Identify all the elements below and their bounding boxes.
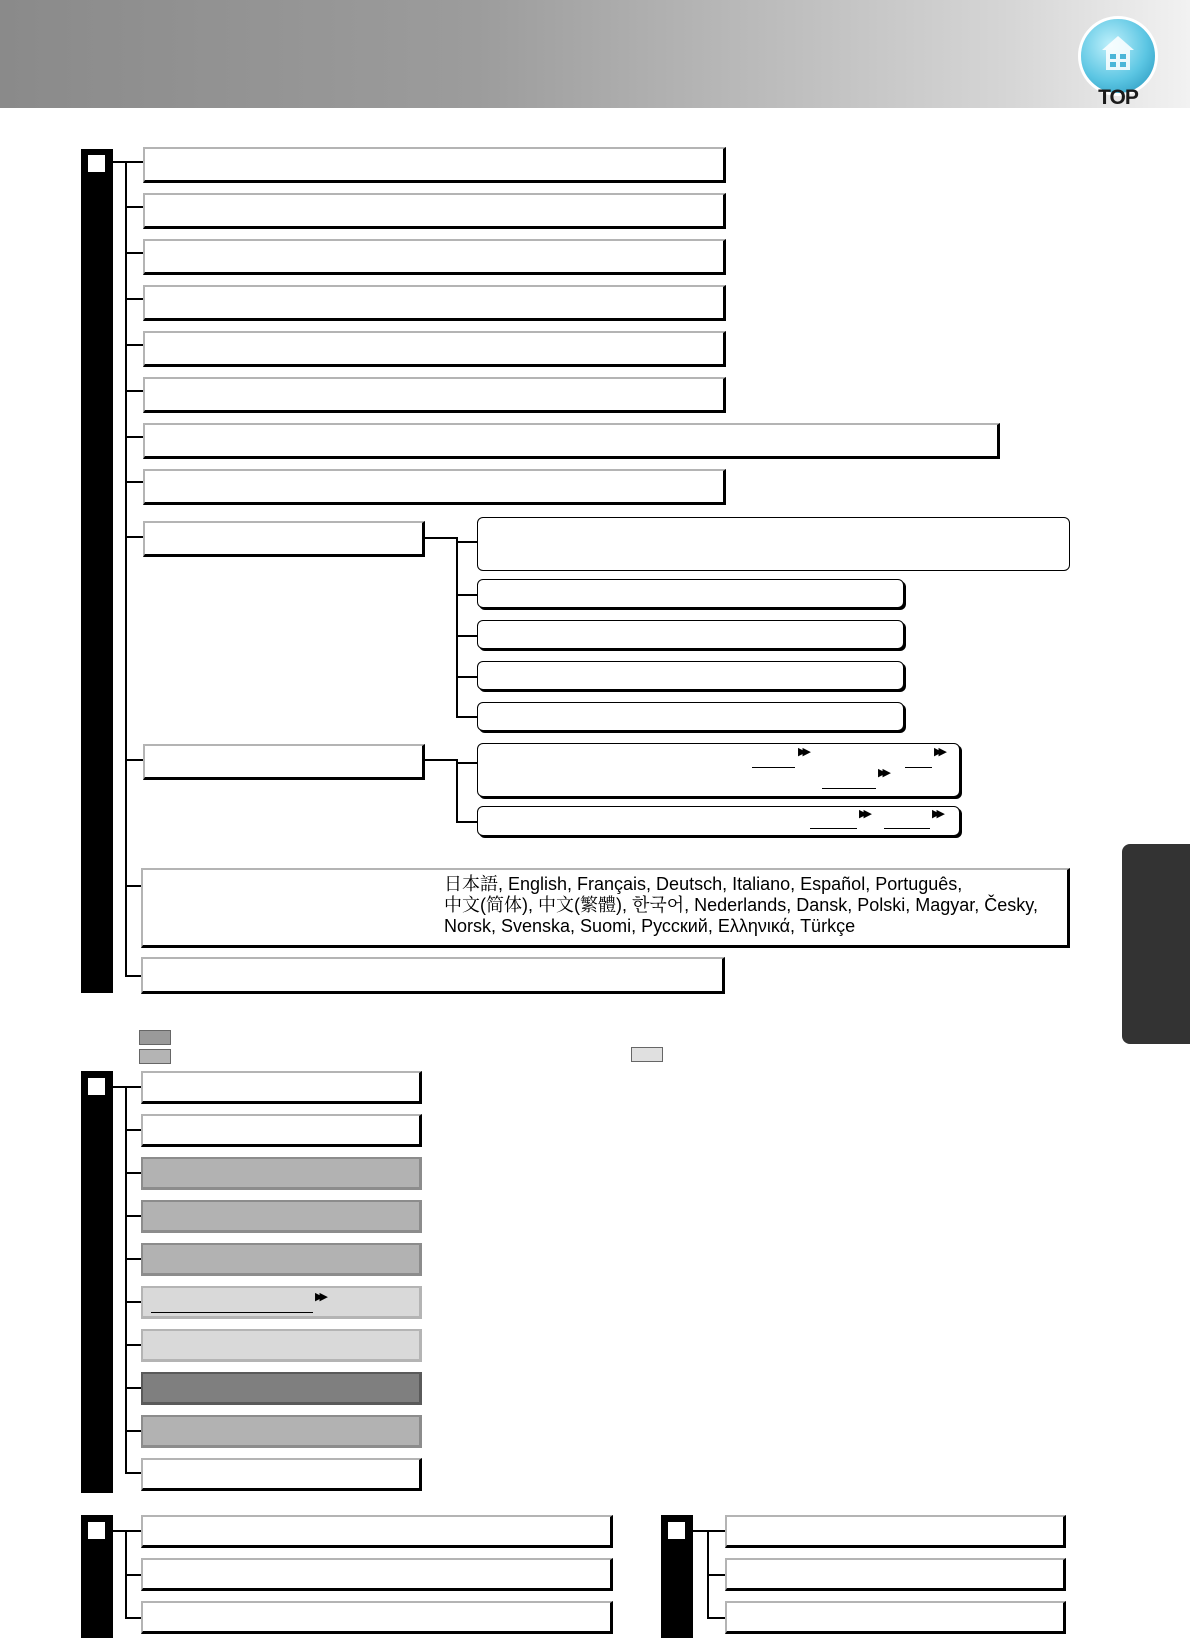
submenu-parent-item[interactable] bbox=[143, 521, 425, 557]
menu-category-marker bbox=[668, 1522, 685, 1539]
legend-swatch-mid bbox=[139, 1049, 171, 1064]
tree-branch-line bbox=[125, 759, 143, 761]
link-underline bbox=[151, 1312, 313, 1313]
menu-category-bar bbox=[81, 1071, 113, 1493]
menu-item[interactable] bbox=[141, 1071, 422, 1104]
submenu-option-box[interactable] bbox=[477, 517, 1070, 571]
tree-branch-line bbox=[707, 1574, 725, 1576]
menu-category-marker bbox=[88, 1522, 105, 1539]
top-label: TOP bbox=[1098, 86, 1138, 109]
link-underline bbox=[884, 828, 930, 829]
submenu-option-box[interactable] bbox=[477, 620, 904, 649]
double-arrow-icon[interactable]: ▶▶ bbox=[932, 808, 941, 820]
language-options-text: 日本語, English, Français, Deutsch, Italiano, Español, Português, 中文(简体), 中文(繁體), 한국어, Nederlands, Dansk, Polski, Magyar, Česky, Norsk, Svenska, Suomi, Русский, Ελληνικά, Türkçe bbox=[444, 874, 1038, 936]
tree-branch-line bbox=[125, 1387, 141, 1389]
double-arrow-icon[interactable]: ▶▶ bbox=[934, 746, 943, 758]
menu-item[interactable] bbox=[141, 1601, 613, 1634]
link-underline bbox=[810, 828, 857, 829]
menu-item-gray[interactable] bbox=[141, 1157, 422, 1190]
menu-item-light[interactable] bbox=[141, 1329, 422, 1362]
tree-branch-line bbox=[456, 676, 478, 678]
menu-category-bar bbox=[81, 149, 113, 993]
tree-line bbox=[113, 161, 143, 163]
legend-swatch-light bbox=[631, 1047, 663, 1062]
tree-branch-line bbox=[125, 1258, 141, 1260]
menu-item-gray[interactable] bbox=[141, 1200, 422, 1233]
tree-branch-line bbox=[456, 541, 478, 543]
menu-item[interactable] bbox=[143, 193, 726, 229]
tree-branch-line bbox=[125, 1172, 141, 1174]
menu-item[interactable] bbox=[725, 1515, 1066, 1548]
menu-item[interactable] bbox=[143, 377, 726, 413]
tree-line bbox=[425, 537, 458, 539]
menu-item[interactable] bbox=[143, 469, 726, 505]
double-arrow-icon[interactable]: ▶▶ bbox=[798, 746, 807, 758]
menu-item[interactable] bbox=[143, 239, 726, 275]
menu-item[interactable] bbox=[141, 1458, 422, 1491]
menu-category-marker bbox=[88, 155, 105, 172]
menu-item[interactable] bbox=[143, 147, 726, 183]
tree-branch-line bbox=[125, 1344, 141, 1346]
tree-branch-line bbox=[456, 594, 478, 596]
menu-item[interactable] bbox=[141, 1515, 613, 1548]
tree-branch-line bbox=[125, 390, 143, 392]
menu-item[interactable] bbox=[141, 1114, 422, 1147]
house-icon bbox=[1100, 34, 1136, 72]
tree-trunk-line bbox=[125, 1086, 127, 1472]
submenu-option-box[interactable] bbox=[477, 579, 904, 608]
legend-swatch-dark bbox=[139, 1030, 171, 1045]
submenu-option-box[interactable] bbox=[477, 702, 904, 731]
tree-branch-line bbox=[456, 821, 478, 823]
submenu-option-box[interactable] bbox=[477, 743, 960, 797]
submenu-option-box[interactable] bbox=[477, 661, 904, 690]
menu-item[interactable] bbox=[725, 1601, 1066, 1634]
tree-branch-line bbox=[707, 1617, 725, 1619]
menu-category-marker bbox=[88, 1078, 105, 1095]
link-underline bbox=[752, 767, 795, 768]
tree-branch-line bbox=[125, 1301, 141, 1303]
tree-branch-line bbox=[125, 1574, 141, 1576]
menu-item[interactable] bbox=[141, 1558, 613, 1591]
double-arrow-icon[interactable]: ▶▶ bbox=[878, 767, 887, 779]
menu-item-light[interactable] bbox=[141, 1286, 422, 1319]
tree-branch-line bbox=[125, 1617, 141, 1619]
menu-item-dark[interactable] bbox=[141, 1372, 422, 1405]
double-arrow-icon[interactable]: ▶▶ bbox=[859, 808, 868, 820]
link-underline bbox=[822, 788, 876, 789]
page-header bbox=[0, 0, 1190, 108]
tree-line bbox=[693, 1530, 725, 1532]
tree-branch-line bbox=[125, 536, 143, 538]
tree-branch-line bbox=[456, 762, 478, 764]
menu-item[interactable] bbox=[141, 957, 725, 994]
tree-branch-line bbox=[125, 344, 143, 346]
link-underline bbox=[905, 767, 932, 768]
tree-branch-line bbox=[456, 716, 478, 718]
tree-trunk-line bbox=[125, 161, 127, 976]
top-button[interactable] bbox=[1074, 16, 1162, 108]
double-arrow-icon[interactable]: ▶▶ bbox=[315, 1291, 324, 1303]
tree-line bbox=[113, 1530, 141, 1532]
menu-item[interactable] bbox=[143, 331, 726, 367]
tree-branch-line bbox=[125, 1215, 141, 1217]
chapter-side-tab[interactable] bbox=[1122, 844, 1190, 1044]
tree-branch-line bbox=[456, 635, 478, 637]
menu-item[interactable] bbox=[143, 285, 726, 321]
tree-branch-line bbox=[125, 436, 143, 438]
tree-branch-line bbox=[125, 1129, 141, 1131]
tree-branch-line bbox=[125, 206, 143, 208]
menu-item[interactable] bbox=[725, 1558, 1066, 1591]
subtree-trunk-line bbox=[456, 537, 458, 717]
tree-branch-line bbox=[125, 1430, 141, 1432]
tree-line bbox=[113, 1086, 141, 1088]
menu-item-wide[interactable] bbox=[143, 423, 1000, 459]
menu-item-gray[interactable] bbox=[141, 1243, 422, 1276]
tree-branch-line bbox=[125, 298, 143, 300]
tree-branch-line bbox=[125, 1472, 141, 1474]
menu-item-gray[interactable] bbox=[141, 1415, 422, 1448]
submenu-option-box[interactable] bbox=[477, 806, 960, 836]
tree-branch-line bbox=[125, 481, 143, 483]
tree-branch-line bbox=[125, 252, 143, 254]
submenu-parent-item[interactable] bbox=[143, 744, 425, 780]
subtree-trunk-line bbox=[456, 759, 458, 822]
tree-line bbox=[425, 759, 458, 761]
